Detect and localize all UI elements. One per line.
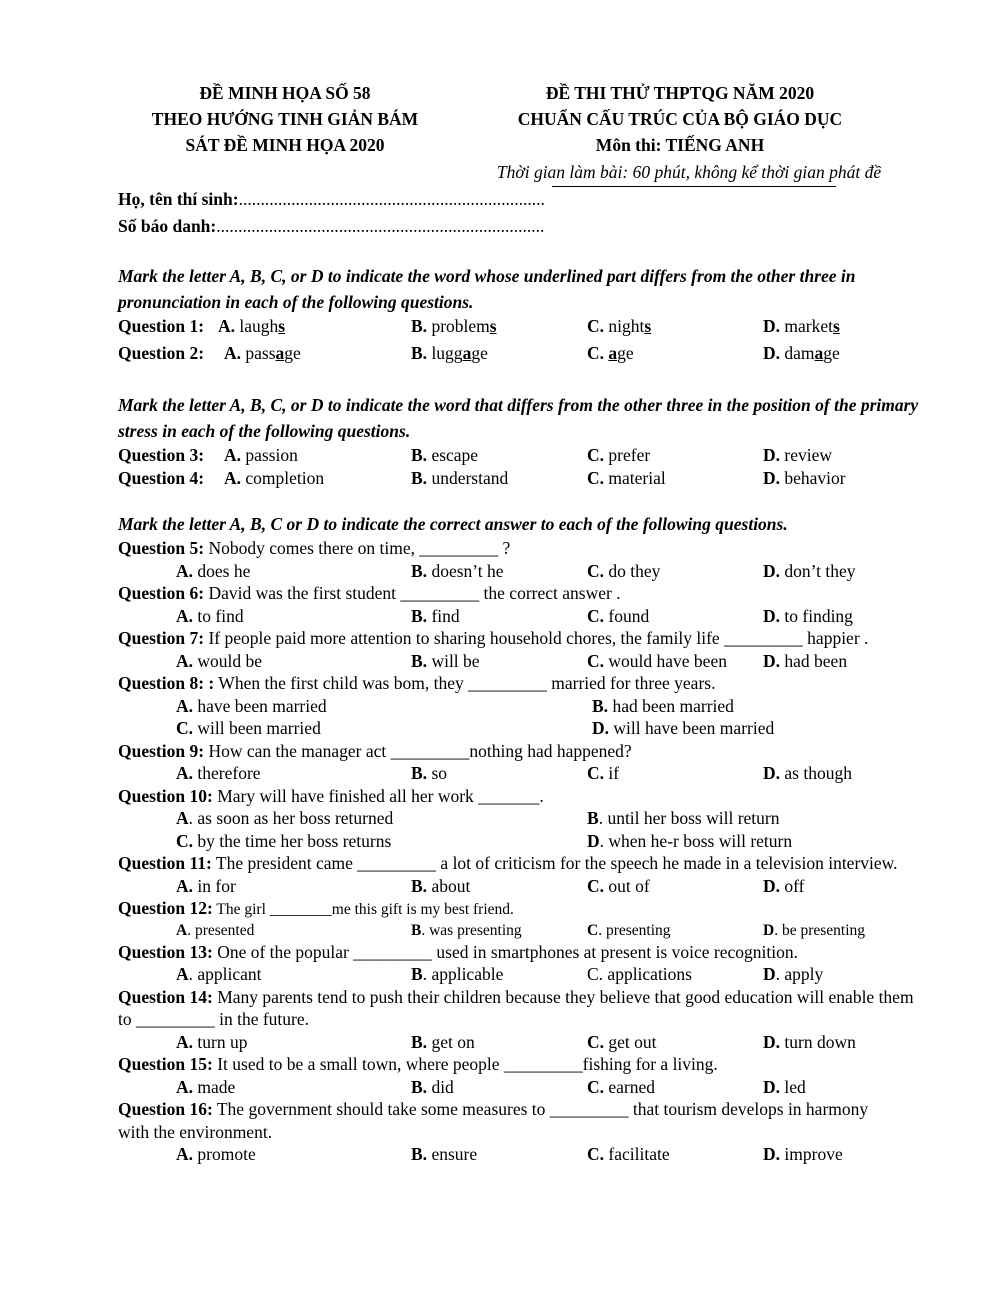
option-d[interactable]: D. had been	[763, 650, 848, 671]
question-label: Question 3:	[118, 445, 205, 465]
candidate-id-label: Số báo danh:	[118, 215, 217, 236]
header-right	[480, 80, 880, 158]
question-label: Question 7:	[118, 628, 205, 648]
option-d[interactable]: D. when he-r boss will return	[587, 830, 793, 851]
exam-body	[118, 186, 948, 1166]
candidate-name-line	[118, 188, 948, 211]
question-14	[118, 986, 918, 1031]
option-d[interactable]: D. led	[763, 1076, 806, 1097]
option-b[interactable]: B. doesn’t he	[411, 560, 504, 581]
question-text: The government should take some measures to _________ that tourism develops in harmony with the environment.	[118, 1099, 869, 1142]
question-label: Question 8: :	[118, 673, 215, 693]
option-d[interactable]: D. to finding	[763, 605, 853, 626]
question-label: Question 10:	[118, 785, 213, 806]
question-16	[118, 1098, 898, 1143]
option-a[interactable]: A. applicant	[176, 964, 262, 984]
question-text: David was the first student _________ the correct answer .	[204, 583, 621, 603]
question-label: Question 16:	[118, 1099, 213, 1119]
option-b[interactable]: B. will be	[411, 650, 480, 671]
option-b[interactable]: B. applicable	[411, 964, 504, 984]
question-13	[118, 941, 948, 964]
question-text: One of the popular _________ used in smartphones at present is voice recognition.	[212, 941, 798, 962]
option-b[interactable]: B. so	[411, 763, 447, 783]
header-left-line: THEO HƯỚNG TINH GIẢN BÁM	[151, 109, 419, 129]
option-a[interactable]: A. laughs	[218, 316, 286, 336]
question-2	[118, 342, 948, 365]
option-a[interactable]: A. presented	[176, 921, 255, 939]
option-a[interactable]: A. therefore	[176, 763, 261, 783]
option-a[interactable]: A. promote	[176, 1144, 256, 1164]
question-label: Question 15:	[118, 1054, 213, 1074]
option-c[interactable]: C. presenting	[587, 921, 671, 939]
option-b[interactable]: B. get on	[411, 1031, 475, 1052]
question-4	[118, 467, 948, 490]
question-text: The president came _________ a lot of criticism for the speech he made in a television interview.	[211, 853, 898, 873]
question-text: If people paid more attention to sharing household chores, the family life _________ happier .	[204, 628, 869, 648]
question-label: Question 11:	[118, 853, 212, 873]
option-a[interactable]: A. passion	[224, 445, 298, 465]
question-text: Many parents tend to push their children because they believe that good education will enable them to _________ in the future.	[118, 986, 914, 1029]
option-c[interactable]: C. prefer	[587, 445, 651, 465]
option-b[interactable]: B. understand	[411, 467, 509, 488]
candidate-id-line	[118, 215, 948, 238]
question-15-options	[118, 1076, 948, 1099]
question-text: It used to be a small town, where people _________fishing for a living.	[212, 1054, 718, 1074]
option-a[interactable]: A. does he	[176, 560, 251, 581]
option-c[interactable]: C. applications	[587, 964, 692, 984]
candidate-name-field[interactable]: ......................................................................	[238, 189, 545, 209]
option-a[interactable]: A. passage	[224, 342, 301, 363]
option-b[interactable]: B. escape	[411, 445, 479, 465]
option-a[interactable]: A. made	[176, 1076, 236, 1097]
question-3	[118, 444, 948, 467]
option-b[interactable]: B. luggage	[411, 342, 488, 363]
question-label: Question 6:	[118, 583, 205, 603]
question-label: Question 2:	[118, 342, 205, 363]
question-8-options-row1	[118, 695, 948, 718]
question-label: Question 9:	[118, 740, 205, 761]
option-b[interactable]: B. had been married	[592, 695, 734, 716]
option-c[interactable]: C. found	[587, 605, 650, 626]
option-a[interactable]: A. completion	[224, 467, 325, 488]
header-right-line: ĐỀ THI THỬ THPTQG NĂM 2020	[545, 83, 815, 103]
question-9-options	[118, 762, 948, 785]
header-left-line: SÁT ĐỀ MINH HỌA 2020	[185, 135, 385, 155]
candidate-id-field[interactable]: ...........................................................................	[216, 215, 545, 236]
header-right-line: CHUẨN CẤU TRÚC CỦA BỘ GIÁO DỤC	[517, 109, 843, 129]
question-text: Nobody comes there on time, _________ ?	[204, 538, 511, 558]
option-d[interactable]: D. off	[763, 875, 805, 896]
question-8-options-row2	[118, 717, 948, 740]
option-d[interactable]: D. don’t they	[763, 560, 856, 581]
option-b[interactable]: B. until her boss will return	[587, 808, 780, 828]
header-left-line: ĐỀ MINH HỌA SỐ 58	[199, 83, 371, 103]
option-d[interactable]: D. markets	[763, 316, 840, 336]
option-c[interactable]: C. earned	[587, 1076, 656, 1097]
option-a[interactable]: A. to find	[176, 605, 244, 626]
question-1	[118, 315, 948, 338]
option-b[interactable]: B. find	[411, 605, 460, 626]
question-label: Question 13:	[118, 941, 213, 962]
question-label: Question 5:	[118, 538, 205, 558]
option-b[interactable]: B. was presenting	[411, 921, 522, 939]
question-5-options	[118, 560, 948, 583]
option-b[interactable]: B. ensure	[411, 1144, 478, 1164]
option-b[interactable]: B. did	[411, 1076, 454, 1097]
question-10-options-row1	[118, 807, 948, 830]
option-d[interactable]: D. review	[763, 445, 833, 465]
question-11-options	[118, 875, 948, 898]
question-7	[118, 627, 888, 650]
section3-instruction: Mark the letter A, B, C or D to indicate the correct answer to each of the following questions.	[118, 514, 788, 534]
candidate-name-label: Họ, tên thí sinh:	[118, 189, 239, 209]
option-d[interactable]: D. apply	[763, 964, 824, 984]
option-c[interactable]: C. out of	[587, 875, 650, 896]
option-d[interactable]: D. turn down	[763, 1031, 856, 1052]
question-label: Question 12:	[118, 898, 213, 918]
option-c[interactable]: C. get out	[587, 1031, 657, 1052]
option-d[interactable]: D. damage	[763, 342, 840, 363]
question-label: Question 14:	[118, 986, 213, 1007]
option-a[interactable]: A. would be	[176, 650, 263, 671]
option-c[interactable]: C. do they	[587, 560, 661, 581]
question-12-options	[118, 920, 948, 941]
option-a[interactable]: A. turn up	[176, 1031, 248, 1052]
option-c[interactable]: C. facilitate	[587, 1144, 670, 1164]
question-8	[118, 672, 948, 695]
question-6	[118, 582, 948, 605]
option-c[interactable]: C. nights	[587, 316, 652, 336]
question-text: The girl ________me this gift is my best friend.	[212, 901, 514, 918]
question-5	[118, 537, 948, 560]
question-9	[118, 740, 948, 763]
question-11	[118, 852, 918, 875]
header-right-line: Môn thi: TIẾNG ANH	[595, 135, 765, 155]
option-c[interactable]: C. will been married	[176, 718, 321, 738]
question-label: Question 4:	[118, 467, 205, 488]
question-10-options-row2	[118, 830, 948, 853]
option-a[interactable]: A. as soon as her boss returned	[176, 808, 394, 828]
option-a[interactable]: A. in for	[176, 875, 236, 896]
section1-instruction: Mark the letter A, B, C, or D to indicate the word whose underlined part differs from the other three in pronunciation in each of the following questions.	[118, 266, 856, 312]
option-d[interactable]: D. behavior	[763, 467, 846, 488]
option-c[interactable]: C. age	[587, 342, 634, 363]
option-c[interactable]: C. by the time her boss returns	[176, 830, 392, 851]
question-7-options	[118, 650, 948, 673]
option-b[interactable]: B. problems	[411, 316, 497, 336]
header-left	[120, 80, 450, 158]
question-text: How can the manager act _________nothing had happened?	[204, 740, 632, 761]
option-c[interactable]: C. would have been	[587, 650, 727, 671]
question-label: Question 1:	[118, 316, 205, 336]
option-b[interactable]: B. about	[411, 875, 471, 896]
option-d[interactable]: D. will have been married	[592, 718, 775, 738]
option-d[interactable]: D. as though	[763, 763, 852, 783]
question-14-options	[118, 1031, 948, 1054]
option-d[interactable]: D. improve	[763, 1144, 843, 1164]
question-10	[118, 785, 948, 808]
question-13-options	[118, 963, 948, 986]
question-12	[118, 897, 948, 920]
option-c[interactable]: C. if	[587, 763, 620, 783]
question-text: When the first child was bom, they _________ married for three years.	[214, 673, 716, 693]
option-a[interactable]: A. have been married	[176, 695, 327, 716]
exam-time: Thời gian làm bài: 60 phút, không kể thời gian phát đề	[496, 162, 882, 182]
question-15	[118, 1053, 948, 1076]
question-16-options	[118, 1143, 948, 1166]
section2-instruction: Mark the letter A, B, C, or D to indicate the word that differs from the other three in the position of the primary stress in each of the following questions.	[118, 395, 919, 441]
question-6-options	[118, 605, 948, 628]
option-c[interactable]: C. material	[587, 467, 666, 488]
question-text: Mary will have finished all her work _______.	[212, 785, 544, 806]
option-d[interactable]: D. be presenting	[763, 921, 866, 939]
